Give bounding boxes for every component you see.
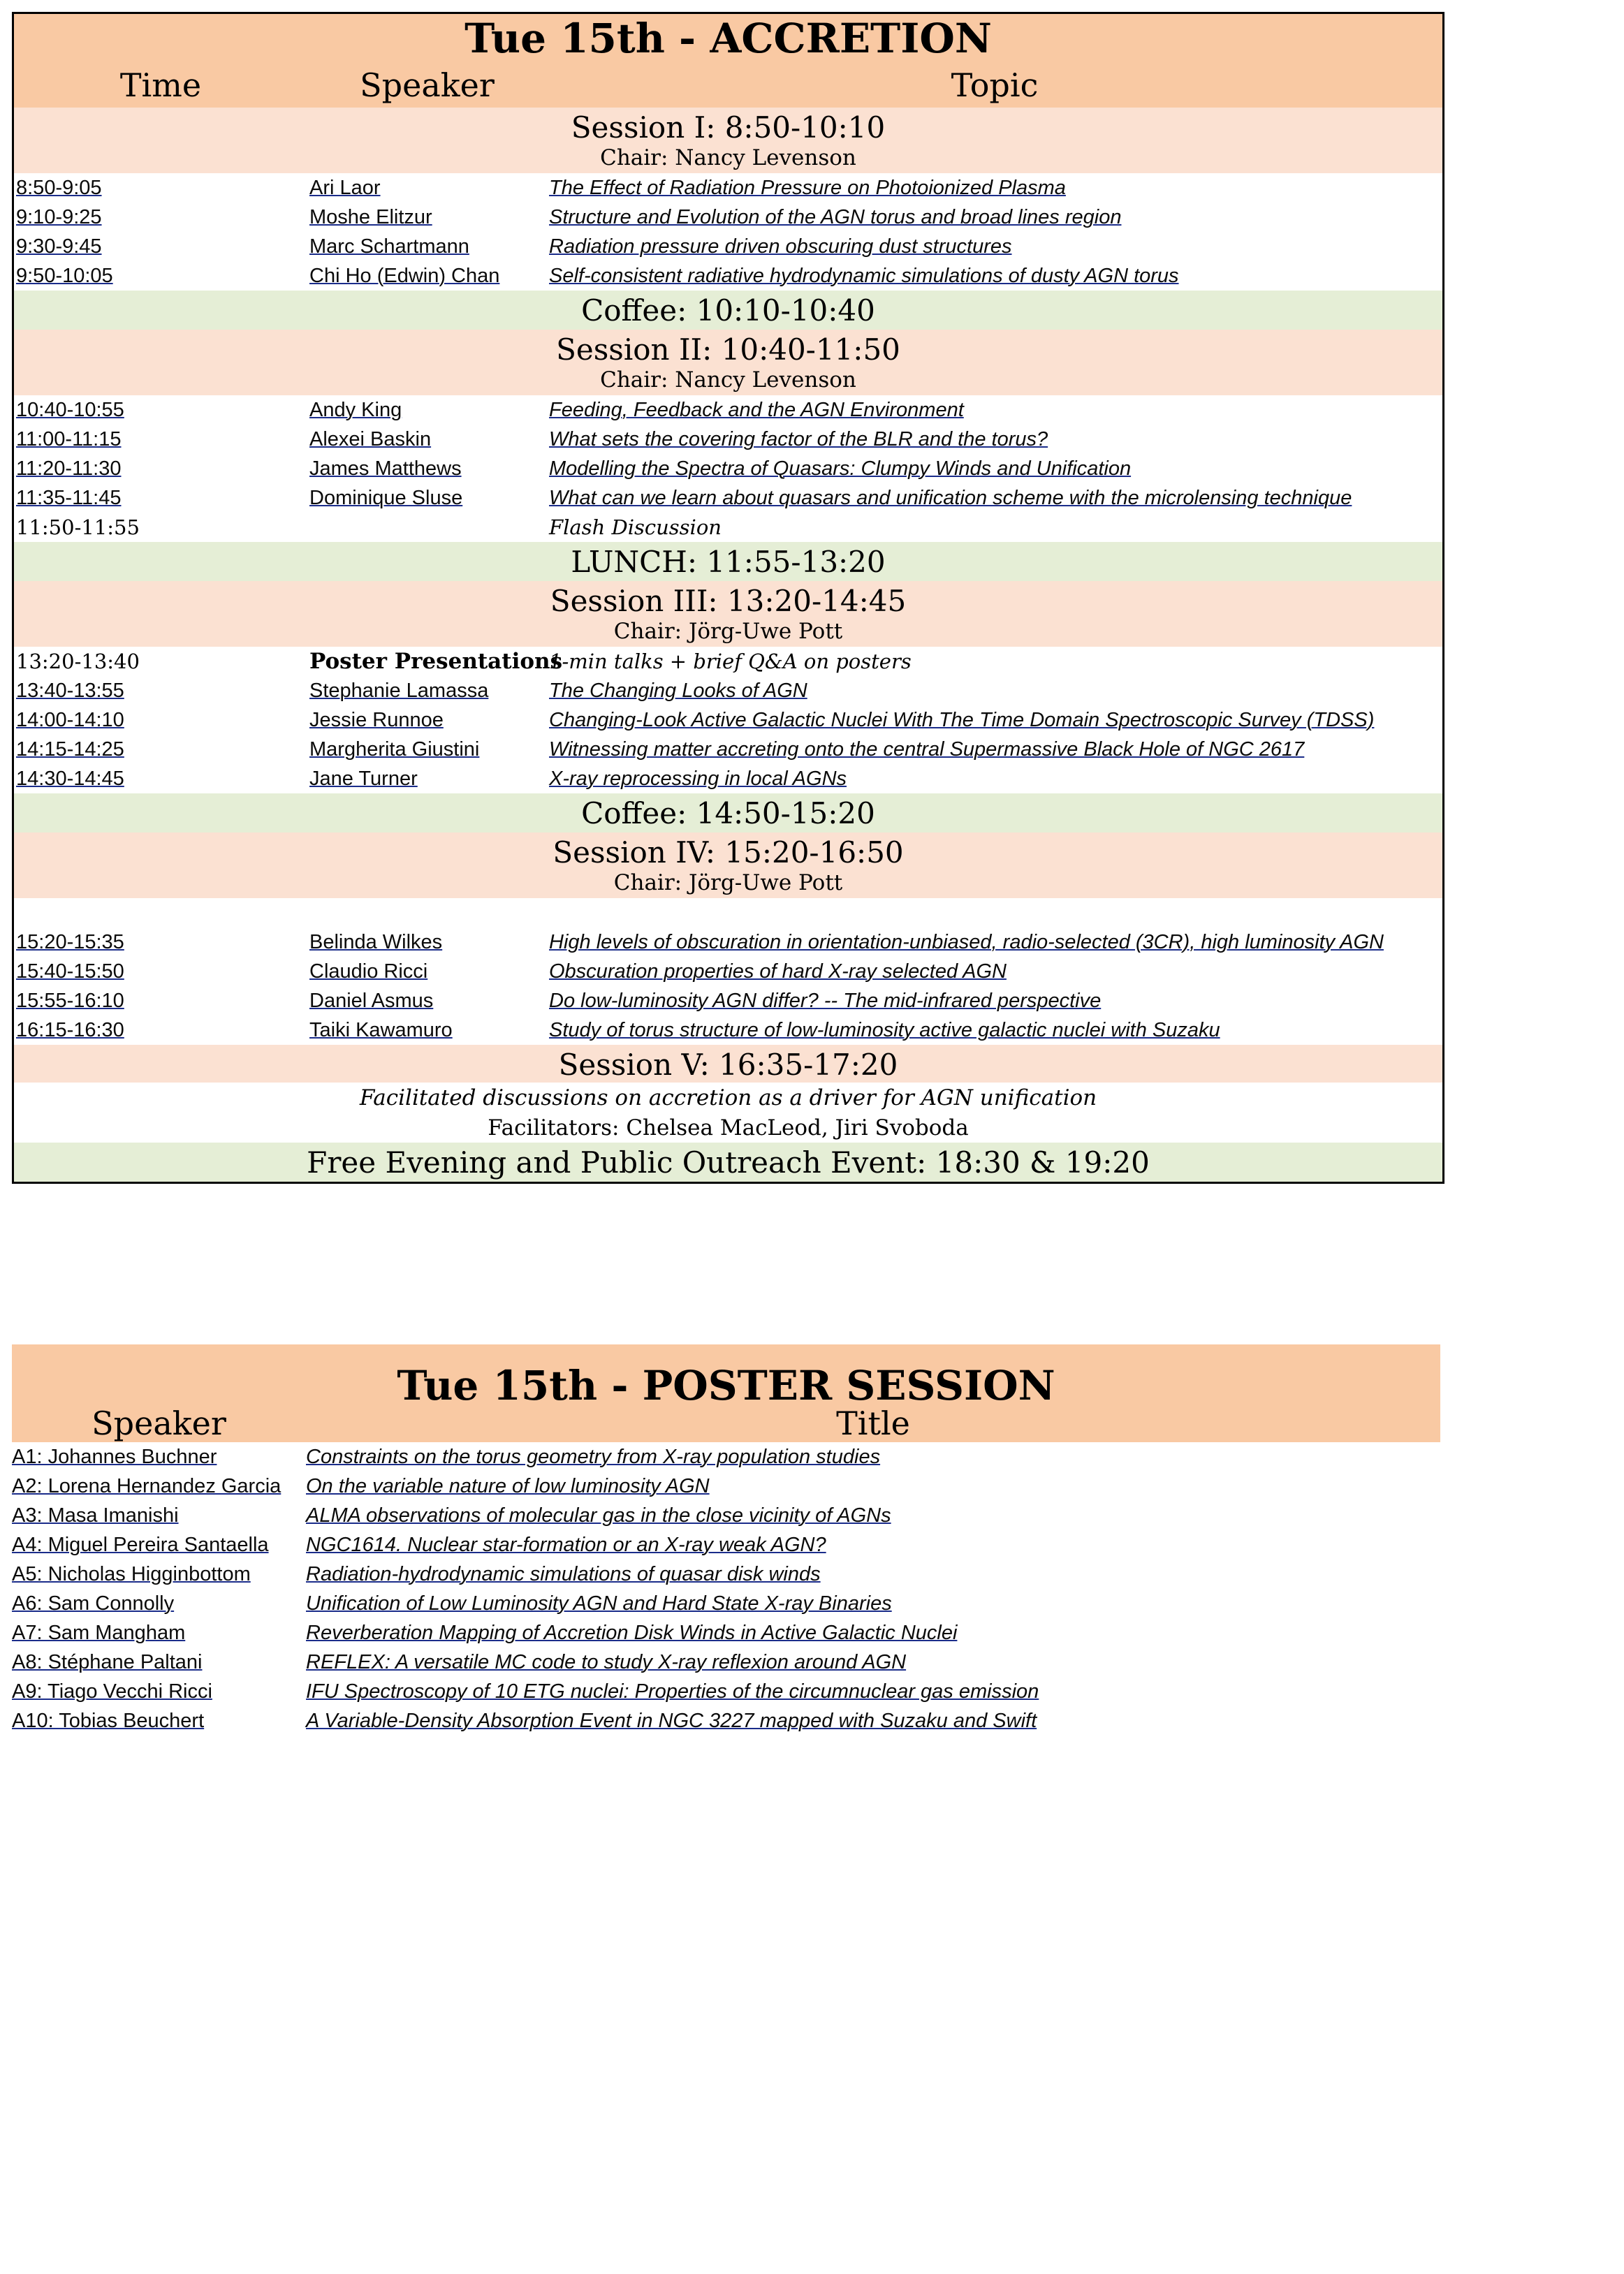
session-2-rows: [14, 395, 1442, 542]
column-headers: [14, 63, 1442, 108]
talk-time-link[interactable]: 11:20-11:30: [16, 457, 122, 480]
table-row: [14, 173, 1442, 203]
talk-time-link[interactable]: 14:15-14:25: [16, 738, 124, 761]
table-row: [14, 705, 1442, 735]
topic-link[interactable]: Feeding, Feedback and the AGN Environment: [549, 399, 964, 421]
talk-time: 11:50-11:55: [16, 515, 140, 539]
topic-link[interactable]: Changing-Look Active Galactic Nuclei With The Time Domain Spectroscopic Survey (TDSS): [549, 709, 1375, 731]
table-row: [12, 1442, 1440, 1472]
topic-link[interactable]: Structure and Evolution of the AGN torus and broad lines region: [549, 206, 1122, 228]
session-1-rows: [14, 173, 1442, 291]
poster-speaker-column-header: Speaker: [92, 1404, 226, 1442]
flash-discussion-label: Flash Discussion: [549, 515, 722, 539]
poster-title-link[interactable]: A Variable-Density Absorption Event in NGC 3227 mapped with Suzaku and Swift: [306, 1710, 1037, 1732]
topic-link[interactable]: The Changing Looks of AGN: [549, 680, 807, 702]
table-row: [14, 957, 1442, 986]
session-5-name: Session V: 16:35-17:20: [558, 1048, 898, 1082]
talk-time-link[interactable]: 9:30-9:45: [16, 235, 102, 258]
session-1-name: Session I: 8:50-10:10: [571, 110, 886, 145]
session-4-chair: Chair: Jörg-Uwe Pott: [613, 870, 843, 895]
session-3-header: [14, 581, 1442, 647]
poster-speaker-link[interactable]: A4: Miguel Pereira Santaella: [12, 1534, 269, 1556]
talk-time-link[interactable]: 9:10-9:25: [16, 206, 102, 228]
session-4-rows: [14, 927, 1442, 1045]
table-row: [12, 1560, 1440, 1589]
talk-time-link[interactable]: 10:40-10:55: [16, 399, 124, 421]
table-row: [14, 261, 1442, 291]
table-row: [14, 395, 1442, 425]
speaker-link[interactable]: Belinda Wilkes: [309, 931, 443, 953]
topic-link[interactable]: Self-consistent radiative hydrodynamic simulations of dusty AGN torus: [549, 265, 1179, 287]
speaker-link[interactable]: Alexei Baskin: [309, 428, 432, 450]
topic-link[interactable]: Radiation pressure driven obscuring dust structures: [549, 235, 1012, 258]
speaker-link[interactable]: Margherita Giustini: [309, 738, 480, 761]
poster-speaker-link[interactable]: A6: Sam Connolly: [12, 1592, 175, 1615]
table-row: [14, 986, 1442, 1015]
talk-time-link[interactable]: 14:00-14:10: [16, 709, 124, 731]
speaker-link[interactable]: Stephanie Lamassa: [309, 680, 489, 702]
topic-link[interactable]: Modelling the Spectra of Quasars: Clumpy Winds and Unification: [549, 457, 1132, 480]
speaker-link[interactable]: Marc Schartmann: [309, 235, 469, 258]
table-row: [14, 203, 1442, 232]
talk-time-link[interactable]: 14:30-14:45: [16, 768, 124, 790]
talk-time-link[interactable]: 11:35-11:45: [16, 487, 122, 509]
talk-time-link[interactable]: 9:50-10:05: [16, 265, 113, 287]
table-row: [12, 1618, 1440, 1648]
session-5-description: Facilitated discussions on accretion as a driver for AGN unification: [359, 1085, 1097, 1110]
talk-time-link[interactable]: 16:15-16:30: [16, 1019, 124, 1041]
topic-link[interactable]: Obscuration properties of hard X-ray selected AGN: [549, 960, 1007, 983]
talk-time-link[interactable]: 15:40-15:50: [16, 960, 124, 983]
poster-title-link[interactable]: Constraints on the torus geometry from X-ray population studies: [306, 1446, 881, 1468]
poster-column-headers: [12, 1406, 1440, 1442]
talk-time-link[interactable]: 15:55-16:10: [16, 990, 124, 1012]
table-row: [12, 1472, 1440, 1501]
speaker-link[interactable]: Taiki Kawamuro: [309, 1019, 453, 1041]
topic-link[interactable]: High levels of obscuration in orientation-unbiased, radio-selected (3CR), high luminosity AGN: [549, 931, 1384, 953]
poster-title-link[interactable]: ALMA observations of molecular gas in the close vicinity of AGNs: [306, 1504, 891, 1527]
speaker-link[interactable]: Ari Laor: [309, 177, 381, 199]
table-row: [12, 1677, 1440, 1706]
topic-link[interactable]: What sets the covering factor of the BLR and the torus?: [549, 428, 1048, 450]
topic-link[interactable]: The Effect of Radiation Pressure on Photoionized Plasma: [549, 177, 1066, 199]
poster-title-link[interactable]: On the variable nature of low luminosity AGN: [306, 1475, 710, 1497]
talk-time-link[interactable]: 15:20-15:35: [16, 931, 124, 953]
poster-speaker-link[interactable]: A2: Lorena Hernandez Garcia: [12, 1475, 281, 1497]
topic: 1-min talks + brief Q&A on posters: [549, 650, 912, 673]
poster-title-link[interactable]: REFLEX: A versatile MC code to study X-ray reflexion around AGN: [306, 1651, 907, 1673]
table-row: [14, 647, 1442, 676]
talk-time-link[interactable]: 13:40-13:55: [16, 680, 124, 702]
topic-link[interactable]: What can we learn about quasars and unification scheme with the microlensing technique: [549, 487, 1352, 509]
coffee-break-1: Coffee: 10:10-10:40: [14, 291, 1442, 330]
poster-speaker-link[interactable]: A8: Stéphane Paltani: [12, 1651, 203, 1673]
speaker-link[interactable]: Jane Turner: [309, 768, 418, 790]
session-2-header: [14, 330, 1442, 395]
talk-time-link[interactable]: 11:00-11:15: [16, 428, 122, 450]
session-4-header: [14, 832, 1442, 898]
speaker-link[interactable]: Moshe Elitzur: [309, 206, 432, 228]
table-row: [14, 735, 1442, 764]
speaker-link[interactable]: Jessie Runnoe: [309, 709, 444, 731]
poster-speaker-link[interactable]: A9: Tiago Vecchi Ricci: [12, 1680, 212, 1703]
session-2-chair: Chair: Nancy Levenson: [600, 367, 856, 393]
table-row: [14, 483, 1442, 513]
speaker-link[interactable]: Dominique Sluse: [309, 487, 463, 509]
accretion-schedule-table: [12, 12, 1444, 1184]
poster-speaker-link[interactable]: A5: Nicholas Higginbottom: [12, 1563, 251, 1585]
blank-row: [14, 898, 1442, 927]
table-row: [12, 1648, 1440, 1677]
speaker-link[interactable]: James Matthews: [309, 457, 462, 480]
poster-title: Tue 15th - POSTER SESSION: [397, 1362, 1055, 1409]
poster-speaker-link[interactable]: A10: Tobias Beuchert: [12, 1710, 205, 1732]
poster-speaker-link[interactable]: A7: Sam Mangham: [12, 1622, 186, 1644]
poster-presentations-label: Poster Presentations: [309, 649, 563, 674]
accretion-title: Tue 15th - ACCRETION: [464, 15, 992, 62]
topic-link[interactable]: X-ray reprocessing in local AGNs: [549, 768, 847, 790]
time-column-header: Time: [119, 66, 202, 104]
table-row: [14, 676, 1442, 705]
poster-session-table: [12, 1344, 1440, 1736]
poster-title-link[interactable]: Radiation-hydrodynamic simulations of quasar disk winds: [306, 1563, 821, 1585]
poster-speaker-link[interactable]: A3: Masa Imanishi: [12, 1504, 179, 1527]
table-row: [12, 1501, 1440, 1530]
table-row: [14, 764, 1442, 793]
poster-rows: [12, 1442, 1440, 1736]
table-row: [12, 1530, 1440, 1560]
session-5-header: [14, 1045, 1442, 1083]
talk-time: 13:20-13:40: [16, 650, 140, 673]
session-3-rows: [14, 647, 1442, 793]
poster-title-column-header: Title: [836, 1404, 910, 1442]
poster-title-link[interactable]: NGC1614. Nuclear star-formation or an X-ray weak AGN?: [306, 1534, 826, 1556]
evening-event: Free Evening and Public Outreach Event: 18:30 & 19:20: [14, 1143, 1442, 1182]
poster-title-link[interactable]: IFU Spectroscopy of 10 ETG nuclei: Properties of the circumnuclear gas emission: [306, 1680, 1039, 1703]
table-row: [14, 232, 1442, 261]
accretion-header: [14, 14, 1442, 108]
session-5-facilitators: Facilitators: Chelsea MacLeod, Jiri Svoboda: [488, 1115, 969, 1140]
session-4-name: Session IV: 15:20-16:50: [553, 835, 904, 870]
topic-link[interactable]: Witnessing matter accreting onto the central Supermassive Black Hole of NGC 2617: [549, 738, 1305, 761]
table-row: [14, 1015, 1442, 1045]
coffee-break-2: Coffee: 14:50-15:20: [14, 793, 1442, 832]
session-3-name: Session III: 13:20-14:45: [550, 584, 907, 618]
topic-column-header: Topic: [951, 66, 1039, 104]
speaker-link[interactable]: Claudio Ricci: [309, 960, 428, 983]
speaker-link[interactable]: Andy King: [309, 399, 402, 421]
table-row: [14, 927, 1442, 957]
topic-link[interactable]: Do low-luminosity AGN differ? -- The mid-infrared perspective: [549, 990, 1102, 1012]
session-1-header: [14, 108, 1442, 173]
table-row: [12, 1706, 1440, 1736]
session-3-chair: Chair: Jörg-Uwe Pott: [613, 619, 843, 644]
topic-link[interactable]: Study of torus structure of low-luminosity active galactic nuclei with Suzaku: [549, 1019, 1220, 1041]
speaker-link[interactable]: Daniel Asmus: [309, 990, 434, 1012]
speaker-link[interactable]: Chi Ho (Edwin) Chan: [309, 265, 500, 287]
session-1-chair: Chair: Nancy Levenson: [600, 145, 856, 170]
poster-title-link[interactable]: Reverberation Mapping of Accretion Disk Winds in Active Galactic Nuclei: [306, 1622, 958, 1644]
poster-header: [12, 1344, 1440, 1442]
lunch-break: LUNCH: 11:55-13:20: [14, 542, 1442, 581]
speaker-column-header: Speaker: [360, 66, 495, 104]
table-row: [14, 425, 1442, 454]
table-row: [14, 454, 1442, 483]
talk-time-link[interactable]: 8:50-9:05: [16, 177, 102, 199]
session-2-name: Session II: 10:40-11:50: [556, 332, 900, 367]
table-row: [14, 513, 1442, 542]
table-row: [12, 1589, 1440, 1618]
poster-title-link[interactable]: Unification of Low Luminosity AGN and Hard State X-ray Binaries: [306, 1592, 892, 1615]
poster-speaker-link[interactable]: A1: Johannes Buchner: [12, 1446, 217, 1468]
